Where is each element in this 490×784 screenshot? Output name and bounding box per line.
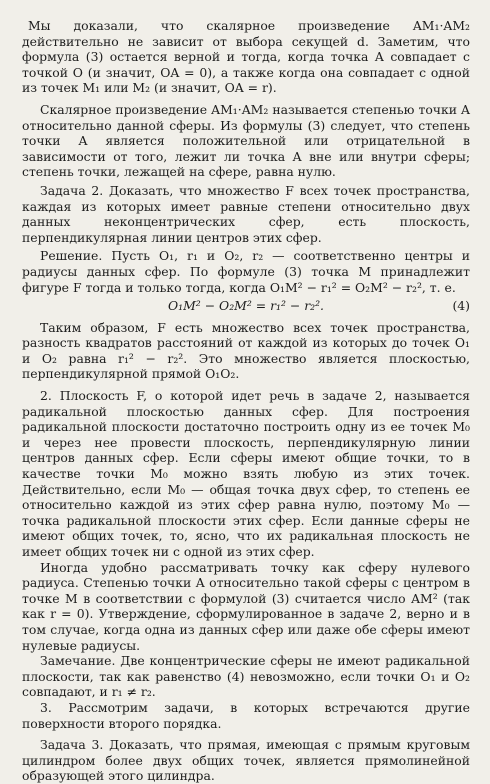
problem-3-statement: Задача 3. Доказать, что прямая, имеющая с прямым круговым цилиндром более двух общих точек, является прямолинейной образующей этого цилиндра.	[22, 737, 470, 784]
problem-2-solution: Решение. Пусть O₁, r₁ и O₂, r₂ — соответственно центры и радиусы данных сфер. По формуле (3) точка M принадлежит фигуре F тогда и только тогда, когда O₁M² − r₁² = O₂M² − r₂², т. е.	[22, 248, 470, 295]
section-2-radical-plane: 2. Плоскость F, о которой идет речь в задаче 2, называется радикальной плоскостью данных сфер. Для построения радикальной плоскости достаточно построить одну из ее точек M₀ и через нее провести плоскость, перпендикулярную линии центров данных сфер. Если сферы имеют общие точки, то в качестве точки M₀ можно взять любую из этих точек. Действительно, если M₀ — общая точка двух сфер, то степень ее относительно каждой из этих сфер равна нулю, поэтому M₀ — точка радикальной плоскости этих сфер. Если данные сферы не имеют общих точек, то, ясно, что их радикальная плоскость не имеет общих точек ни с одной из этих сфер.	[22, 388, 470, 559]
paragraph-power-definition: Скалярное произведение AM₁·AM₂ называется степенью точки A относительно данной сферы. Из формулы (3) следует, что степень точки A является положительной или отрицательной в зависимости от того, лежит ли точка A вне или внутри сферы; степень точки, лежащей на сфере, равна нулю.	[22, 101, 470, 180]
remark-concentric-spheres: Замечание. Две концентрические сферы не имеют радикальной плоскости, так как равенство (4) невозможно, если точки O₁ и O₂ совпадают, и r₁ ≠ r₂.	[22, 653, 470, 700]
formula-4-number: (4)	[452, 298, 470, 314]
paragraph-power-independence: Мы доказали, что скалярное произведение AM₁·AM₂ действительно не зависит от выбора секущей d. Заметим, что формула (3) остается верной и тогда, когда точка A совпадает с точкой O (и значит, OA = 0), а также когда она совпадает с одной из точек M₁ или M₂ (и значит, OA = r).	[22, 18, 470, 96]
paragraph-solution-conclusion: Таким образом, F есть множество всех точек пространства, разность квадратов расстояний от каждой из которых до точек O₁ и O₂ равна r₁² − r₂². Это множество является плоскостью, перпендикулярной прямой O₁O₂.	[22, 319, 470, 382]
paragraph-zero-radius-sphere: Иногда удобно рассматривать точку как сферу нулевого радиуса. Степенью точки A относительно такой сферы с центром в точке M в соответствии с формулой (3) считается число AM² (так как r = 0). Утверждение, сформулированное в задаче 2, верно и в том случае, когда одна из данных сфер или даже обе сферы имеют нулевые радиусы.	[22, 559, 470, 653]
section-3-intro: 3. Рассмотрим задачи, в которых встречаются другие поверхности второго порядка.	[22, 699, 470, 731]
problem-2-statement: Задача 2. Доказать, что множество F всех точек пространства, каждая из которых имеет равные степени относительно двух данных неконцентрических сфер, есть плоскость, перпендикулярная линии центров этих сфер.	[22, 182, 470, 245]
formula-4-expression: O₁M² − O₂M² = r₁² − r₂².	[168, 298, 324, 314]
formula-4	[22, 298, 470, 314]
